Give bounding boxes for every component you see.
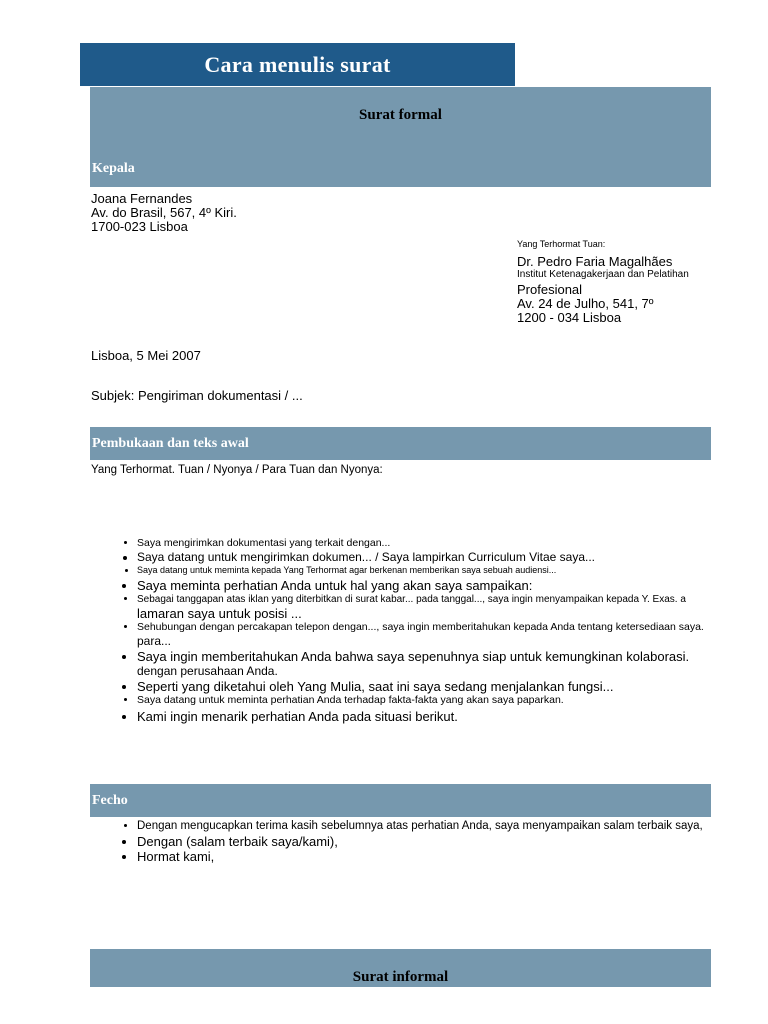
informal-letter-title: Surat informal: [352, 969, 449, 985]
formal-letter-title: Surat formal: [359, 107, 442, 123]
list-item: [137, 621, 737, 649]
list-item: • Saya datang untuk mengirimkan dokumen... / Saya lampirkan Curriculum Vitae saya...: [137, 550, 737, 565]
list-item: • Dengan (salam terbaik saya/kami),: [137, 834, 737, 849]
closing-section-band: [90, 784, 711, 817]
list-item: [137, 593, 737, 621]
recipient-address-line1: Av. 24 de Julho, 541, 7º: [517, 296, 654, 311]
opening-phrases-list: [115, 537, 737, 724]
recipient-institution-cont: Profesional: [517, 282, 583, 297]
list-item-line: Saya ingin memberitahukan Anda bahwa saya sepenuhnya siap untuk kemungkinan kolaborasi.: [137, 649, 690, 664]
sender-name: Joana Fernandes: [91, 191, 193, 206]
list-item-continuation: para...: [137, 634, 172, 648]
list-item: • Hormat kami,: [137, 849, 737, 864]
recipient-address-line2: 1200 - 034 Lisboa: [517, 310, 622, 325]
closing-section-label: Fecho: [92, 793, 128, 808]
sender-street: Av. do Brasil, 567, 4º Kiri.: [91, 205, 237, 220]
list-item: • Dengan mengucapkan terima kasih sebelumnya atas perhatian Anda, saya menyampaikan salam terbaik saya,: [137, 819, 737, 834]
recipient-name: Dr. Pedro Faria Magalhães: [517, 254, 673, 269]
list-item-line: Sebagai tanggapan atas iklan yang diterbitkan di surat kabar... pada tanggal..., saya ingin menyampaikan kepada Y. Exas. a: [137, 594, 686, 605]
recipient-institution: Institut Ketenagakerjaan dan Pelatihan: [517, 269, 689, 280]
list-item-continuation: dengan perusahaan Anda.: [137, 664, 278, 678]
list-item-line: Sehubungan dengan percakapan telepon dengan..., saya ingin memberitahukan kepada Anda tentang ketersediaan saya.: [137, 621, 704, 633]
opening-section-band: [90, 427, 711, 460]
list-item: • Saya meminta perhatian Anda untuk hal yang akan saya sampaikan:: [137, 578, 737, 593]
sender-city: 1700-023 Lisboa: [91, 219, 188, 234]
document-title-banner: [80, 43, 515, 86]
list-item: • Kami ingin menarik perhatian Anda pada situasi berikut.: [137, 709, 737, 724]
list-item: • Seperti yang diketahui oleh Yang Mulia, saat ini saya sedang menjalankan fungsi...: [137, 679, 737, 694]
opening-section-label: Pembukaan dan teks awal: [92, 436, 249, 451]
closing-phrases-list: [115, 819, 737, 864]
list-item: [137, 649, 737, 679]
recipient-salutation: Yang Terhormat Tuan:: [517, 239, 606, 249]
list-item-continuation: lamaran saya untuk posisi ...: [137, 606, 302, 621]
informal-letter-band: [90, 949, 711, 987]
letter-date: Lisboa, 5 Mei 2007: [91, 348, 201, 363]
greeting-text: Yang Terhormat. Tuan / Nyonya / Para Tuan dan Nyonya:: [91, 464, 383, 476]
list-item: • Saya datang untuk meminta kepada Yang Terhormat agar berkenan memberikan saya sebuah audiensi...: [137, 565, 737, 576]
letter-subject: Subjek: Pengiriman dokumentasi / ...: [91, 388, 303, 403]
list-item: • Saya mengirimkan dokumentasi yang terkait dengan...: [137, 537, 737, 550]
document-title: Cara menulis surat: [204, 51, 391, 77]
list-item: • Saya datang untuk meminta perhatian Anda terhadap fakta-fakta yang akan saya paparkan.: [137, 694, 737, 707]
formal-letter-band: [90, 87, 711, 187]
header-section-label: Kepala: [92, 161, 135, 176]
